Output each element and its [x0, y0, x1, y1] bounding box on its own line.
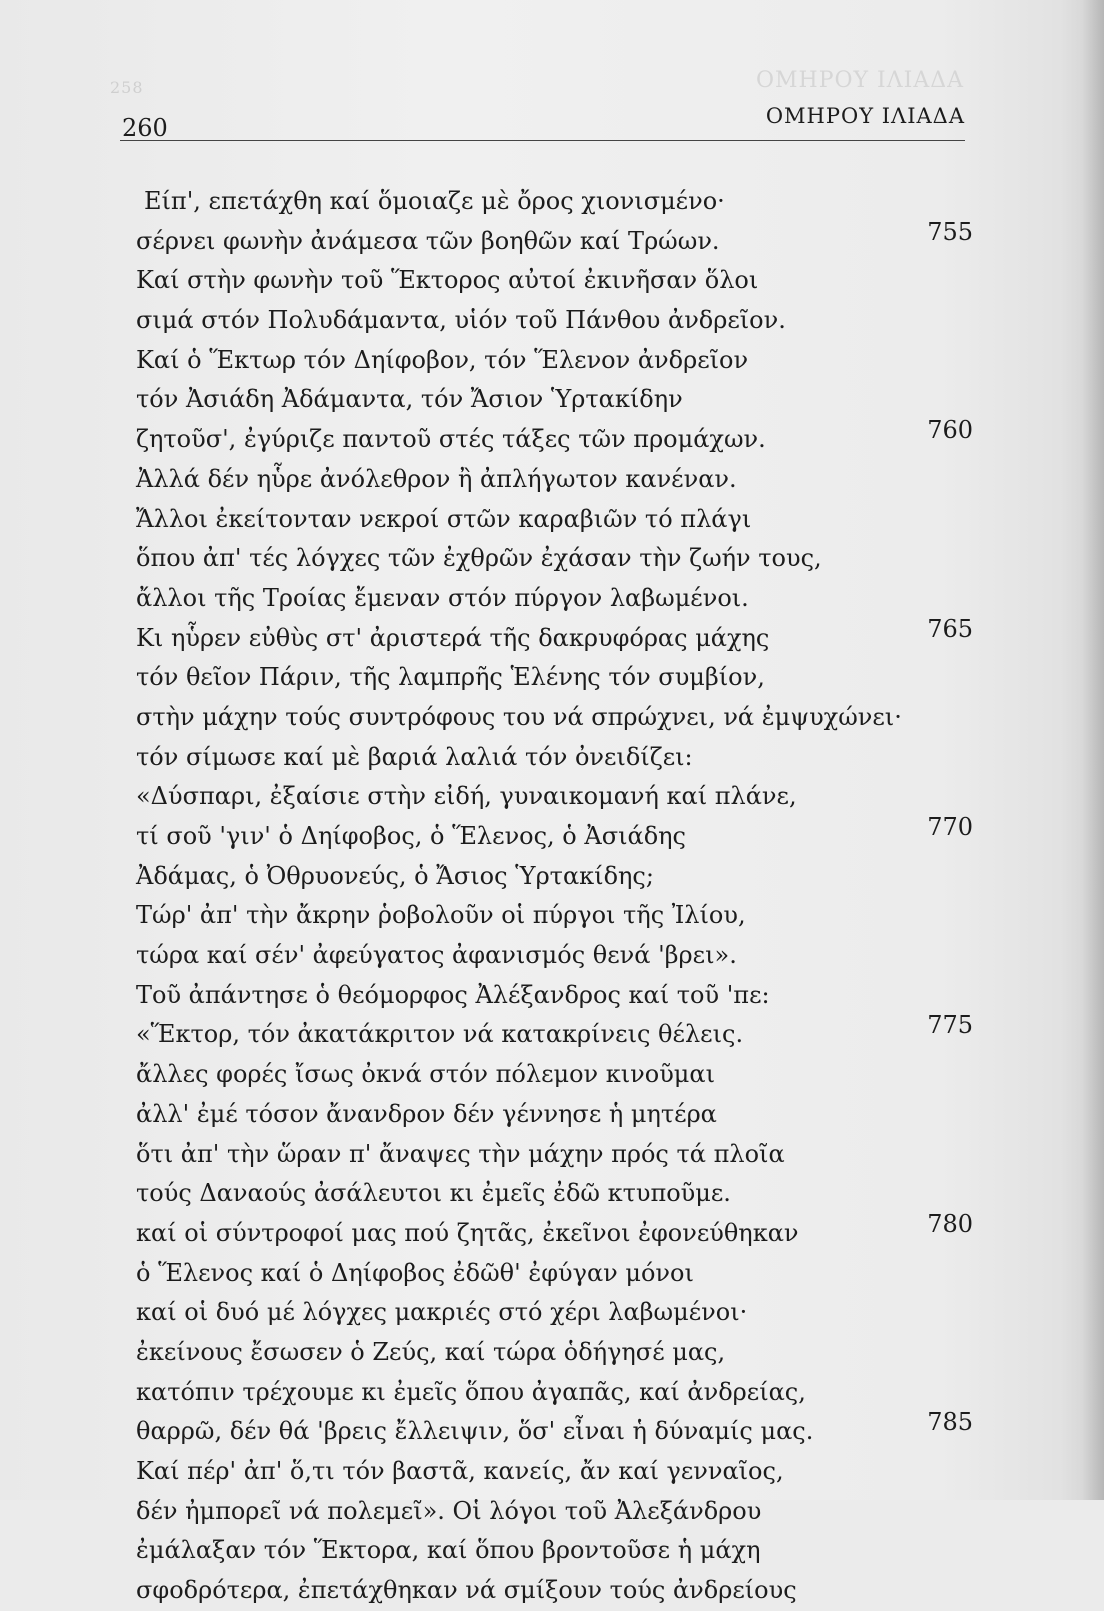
line-number: 755: [927, 217, 973, 246]
verse-line: [128, 579, 973, 619]
page-edge-shadow: [1082, 0, 1104, 1500]
bleed-through-running-title: ΟΜΗΡΟΥ ΙΛΙΑΔΑ: [755, 68, 964, 93]
verse-line: [128, 1293, 973, 1333]
verse-text: σέρνει φωνὴν ἀνάμεσα τῶν βοηθῶν καί Τρώων.: [136, 226, 720, 255]
verse-text: στὴν μάχην τούς συντρόφους του νά σπρώχνει, νά ἐμψυχώνει·: [136, 702, 902, 731]
verse-text: τούς Δαναούς ἀσάλευτοι κι ἐμεῖς ἐδῶ κτυποῦμε.: [136, 1179, 731, 1208]
verse-text: τόν θεῖον Πάριν, τῆς λαμπρῆς Ἑλένης τόν συμβίον,: [136, 663, 765, 692]
verse-line: [128, 301, 973, 341]
line-number: 780: [927, 1209, 973, 1238]
verse-line: [128, 1452, 973, 1492]
verse-line: [128, 500, 973, 540]
verse-text: Καί στὴν φωνὴν τοῦ Ἕκτορος αὐτοί ἐκινῆσαν ὅλοι: [136, 266, 759, 295]
line-number: 775: [927, 1011, 973, 1040]
page-number: 260: [122, 114, 168, 142]
verse-line: [128, 1095, 973, 1135]
verse-text: «Δύσπαρι, ἐξαίσιε στὴν εἰδή, γυναικομανή καί πλάνε,: [136, 782, 797, 811]
verse-text: ἐκείνους ἔσωσεν ὁ Ζεύς, καί τώρα ὁδήγησέ μας,: [136, 1337, 726, 1366]
verse-text: Καί ὁ Ἕκτωρ τόν Δηίφοβον, τόν Ἕλενον ἀνδρεῖον: [136, 345, 749, 374]
line-number: 785: [927, 1408, 973, 1437]
verse-text: τί σοῦ 'γιν' ὁ Δηίφοβος, ὁ Ἕλενος, ὁ Ἀσιάδης: [136, 822, 686, 850]
verse-line: [128, 1254, 973, 1294]
verse-line: [128, 1209, 973, 1254]
verse-line: [128, 1174, 973, 1214]
verse-line: [128, 857, 973, 897]
verse-text: ἄλλοι τῆς Τροίας ἔμεναν στόν πύργον λαβωμένοι.: [136, 583, 749, 612]
line-number: 760: [927, 416, 973, 445]
verse-text: τόν σίμωσε καί μὲ βαριά λαλιά τόν ὀνειδίζει:: [136, 742, 693, 771]
verse-text: ὁ Ἕλενος καί ὁ Δηίφοβος ἐδῶθ' ἐφύγαν μόνοι: [136, 1258, 694, 1287]
verse-line: [128, 1333, 973, 1373]
verse-line: [128, 896, 973, 936]
verse-text: σιμά στόν Πολυδάμαντα, υἱόν τοῦ Πάνθου ἀνδρεῖον.: [136, 306, 786, 335]
verse-line: [128, 777, 973, 817]
verse-text: καί οἱ σύντροφοί μας πού ζητᾶς, ἐκεῖνοι ἐφονεύθηκαν: [136, 1218, 799, 1247]
verse-text: Ἀλλά δέν ηὗρε ἀνόλεθρον ἢ ἀπλήγωτον κανέναν.: [136, 464, 737, 493]
verse-text: Ἄλλοι ἐκείτονταν νεκροί στῶν καραβιῶν τό πλάγι: [136, 504, 752, 533]
verse-line: [128, 614, 973, 659]
verse-line: [128, 1135, 973, 1175]
verse-line: [128, 738, 973, 778]
verse-text: καί οἱ δυό μέ λόγχες μακριές στό χέρι λαβωμένοι·: [136, 1298, 748, 1327]
verse-text: θαρρῶ, δέν θά 'βρεις ἔλλειψιν, ὅσ' εἶναι ἡ δύναμίς μας.: [136, 1417, 814, 1446]
verse-line: [128, 380, 973, 420]
verse-text: ὅπου ἀπ' τές λόγχες τῶν ἐχθρῶν ἐχάσαν τὴν ζωήν τους,: [136, 544, 822, 573]
verse-text: Καί πέρ' ἀπ' ὅ,τι τόν βαστᾶ, κανείς, ἄν καί γενναῖος,: [136, 1457, 784, 1485]
verse-text: ἄλλες φορές ἴσως ὀκνά στόν πόλεμον κινοῦμαι: [136, 1060, 716, 1089]
verse-line: [128, 976, 973, 1016]
verse-line: [128, 698, 973, 738]
bleed-through-page-number: 258: [110, 78, 144, 97]
verse-text: Είπ', επετάχθη καί ὅμοιαζε μὲ ὄρος χιονισμένο·: [144, 187, 725, 215]
verse-line: [128, 936, 973, 976]
verse-text: τόν Ἀσιάδη Ἀδάμαντα, τόν Ἄσιον Ὑρτακίδην: [136, 385, 683, 414]
verse-line: [128, 341, 973, 381]
verse-line: [128, 1011, 973, 1055]
verse-line: [128, 1408, 973, 1452]
verse-text: ζητοῦσ', ἐγύριζε παντοῦ στές τάξες τῶν προμάχων.: [136, 425, 766, 454]
verse-line: [128, 261, 973, 301]
verse-line: [128, 1531, 973, 1571]
verse-text: σφοδρότερα, ἐπετάχθηκαν νά σμίξουν τούς ἀνδρείους: [136, 1576, 797, 1605]
verse-line: [128, 416, 973, 460]
verse-text: τώρα καί σέν' ἀφεύγατος ἀφανισμός θενά 'βρει».: [136, 941, 737, 970]
line-number: 765: [927, 614, 973, 643]
verse-text: Τοῦ ἀπάντησε ὁ θεόμορφος Ἀλέξανδρος καί τοῦ 'πε:: [136, 980, 770, 1009]
verse-text: ἐμάλαξαν τόν Ἕκτορα, καί ὅπου βροντοῦσε ἡ μάχη: [136, 1536, 761, 1565]
verse-block: [128, 182, 973, 1611]
verse-text: Κι ηὗρεν εὐθὺς στ' ἀριστερά τῆς δακρυφόρας μάχης: [136, 623, 770, 652]
verse-line: [128, 1571, 973, 1611]
verse-line: [128, 813, 973, 857]
verse-text: ὅτι ἀπ' τὴν ὥραν π' ἄναψες τὴν μάχην πρός τά πλοῖα: [136, 1139, 785, 1168]
line-number: 770: [927, 813, 973, 841]
verse-text: δέν ἠμπορεῖ νά πολεμεῖ». Οἱ λόγοι τοῦ Ἀλεξάνδρου: [136, 1496, 762, 1525]
verse-line: [128, 460, 973, 500]
page-header: [120, 100, 965, 141]
verse-line: [128, 1373, 973, 1413]
verse-line: [128, 182, 973, 222]
verse-line: [128, 658, 973, 698]
verse-line: [128, 1055, 973, 1095]
verse-line: [128, 1492, 973, 1532]
verse-line: [128, 217, 973, 262]
running-title: ΟΜΗΡΟΥ ΙΛΙΑΔΑ: [765, 104, 965, 128]
verse-text: Ἀδάμας, ὁ Ὀθρυονεύς, ὁ Ἄσιος Ὑρτακίδης;: [136, 861, 654, 890]
verse-text: «Ἕκτορ, τόν ἀκατάκριτον νά κατακρίνεις θέλεις.: [136, 1020, 744, 1049]
verse-text: ἀλλ' ἐμέ τόσον ἄνανδρον δέν γέννησε ἡ μητέρα: [136, 1099, 717, 1128]
verse-text: κατόπιν τρέχουμε κι ἐμεῖς ὅπου ἀγαπᾶς, καί ἀνδρείας,: [136, 1377, 806, 1406]
verse-text: Τώρ' ἀπ' τὴν ἄκρην ῥοβολοῦν οἱ πύργοι τῆς Ἰλίου,: [136, 901, 746, 930]
verse-line: [128, 539, 973, 579]
